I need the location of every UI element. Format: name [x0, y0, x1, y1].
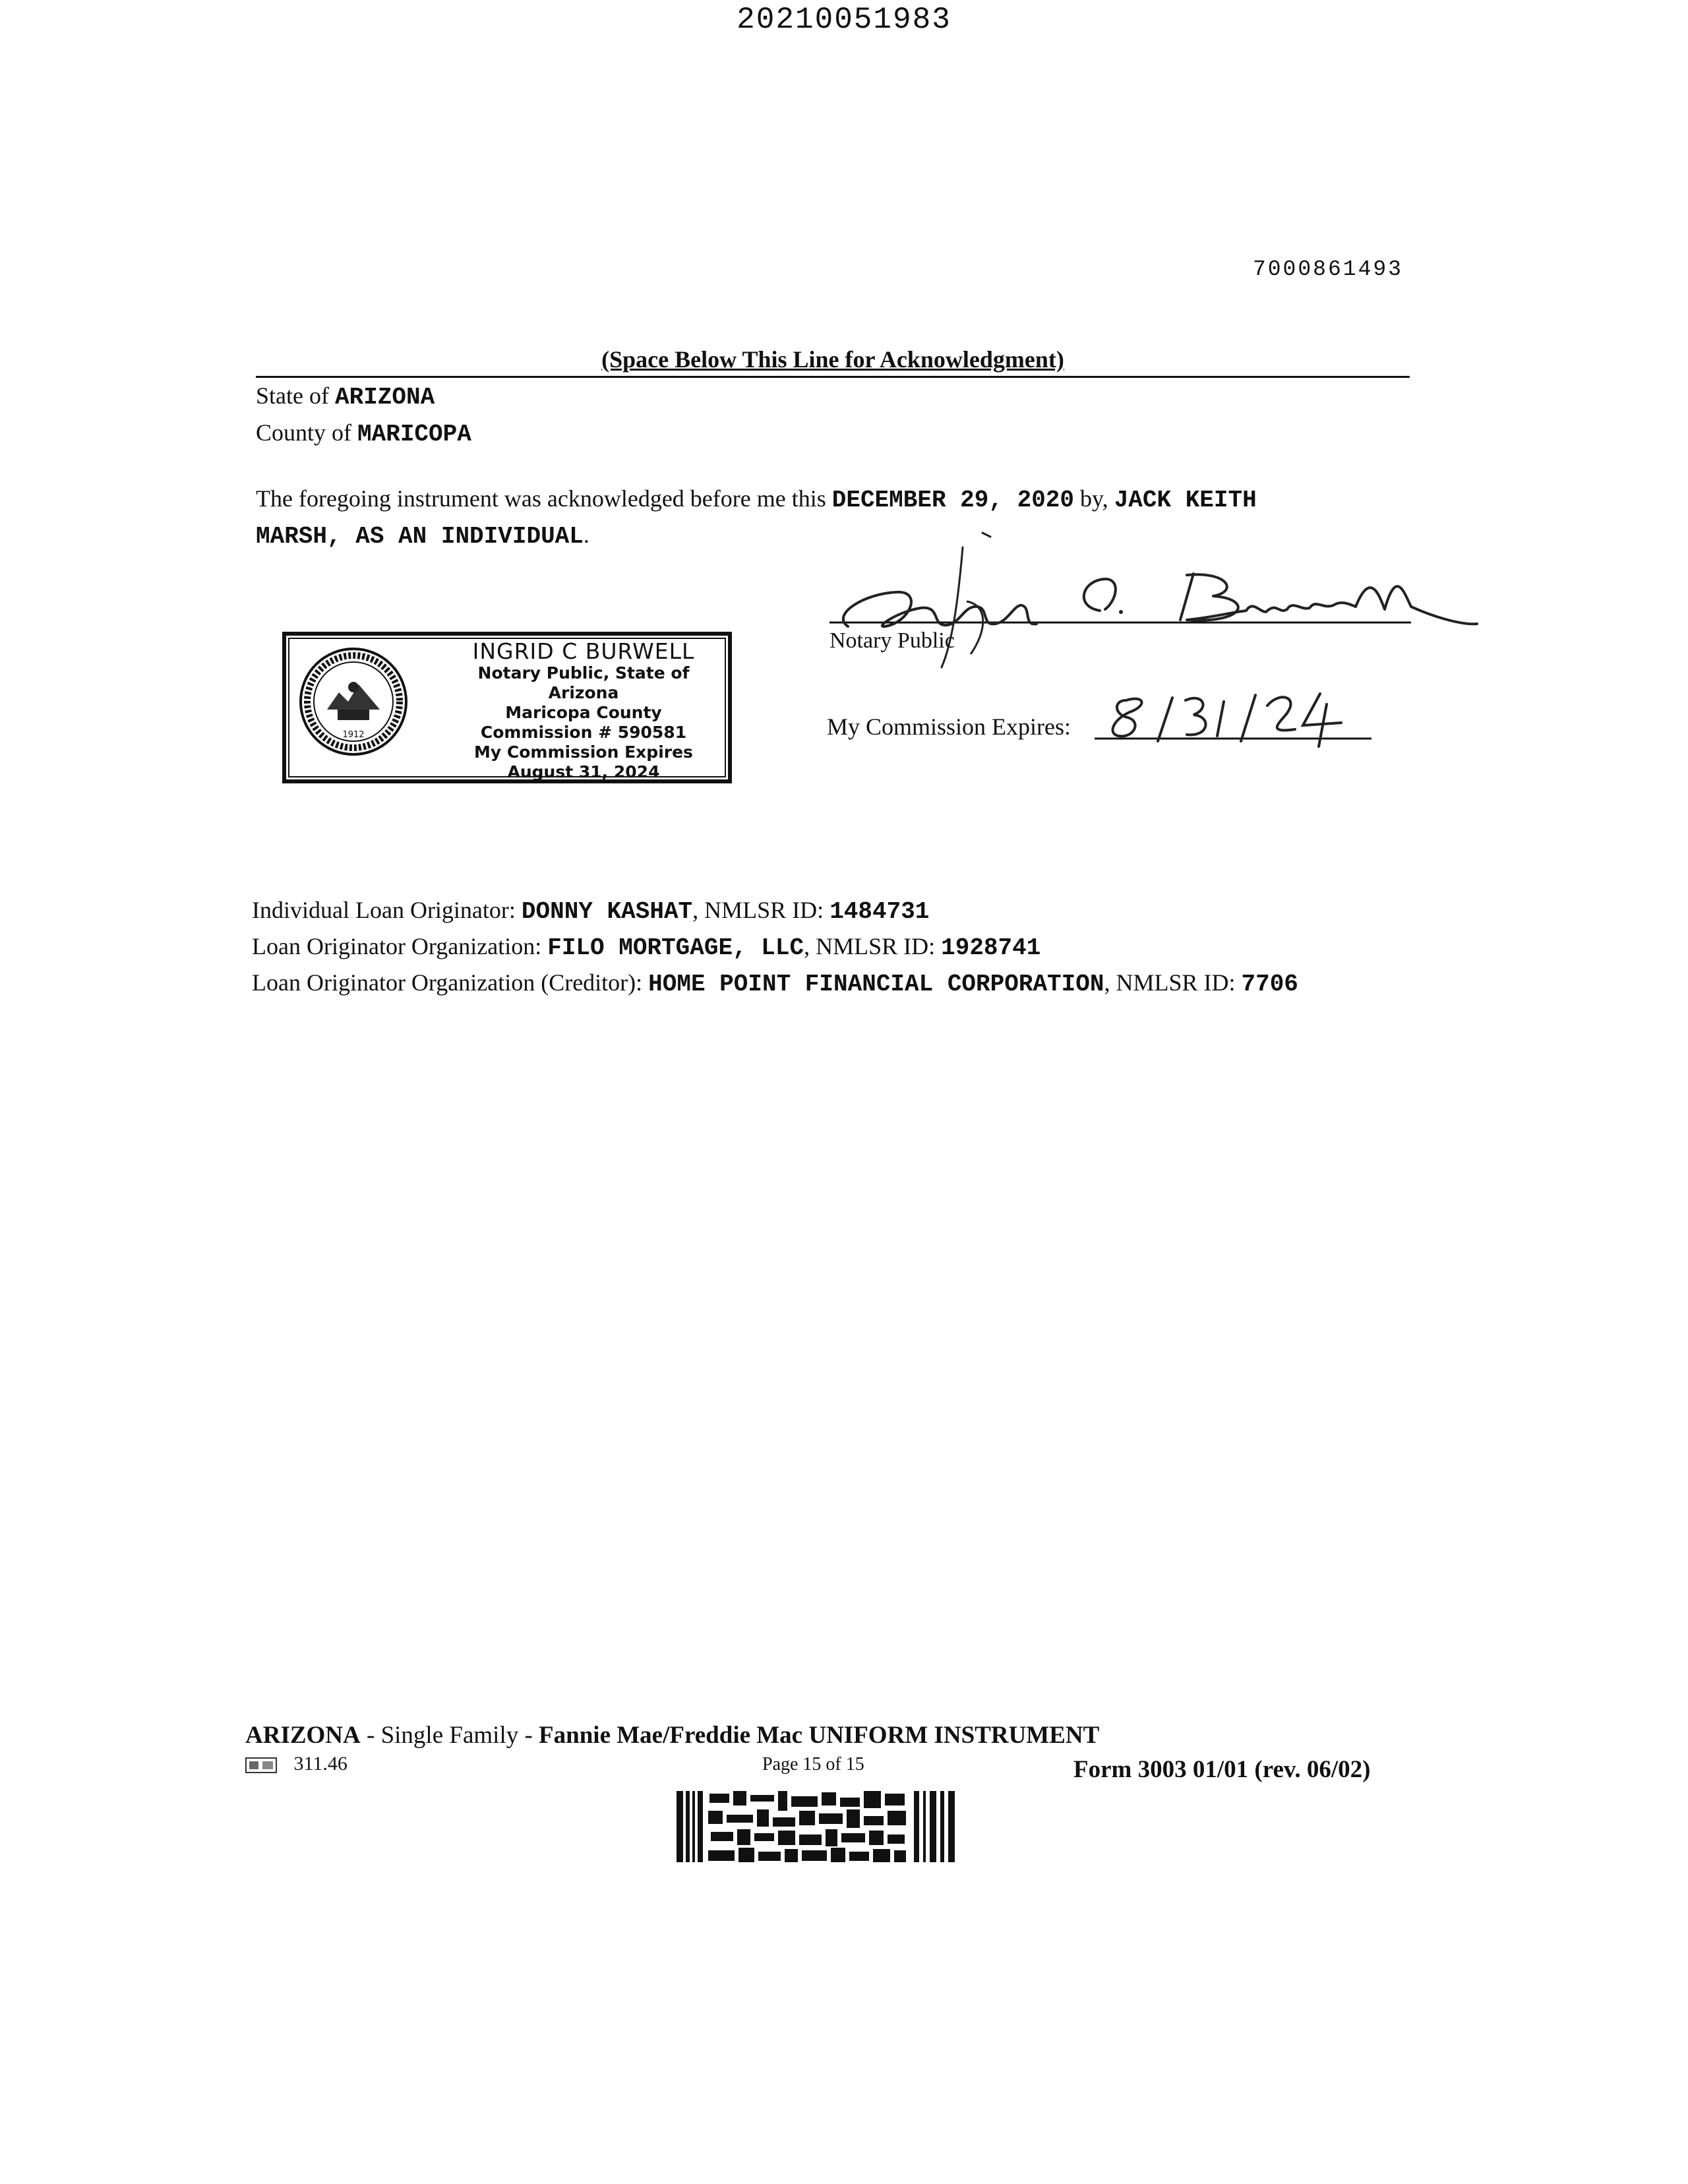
- commission-expiry-handwriting: [1095, 686, 1378, 758]
- acknowledgment-heading: (Space Below This Line for Acknowledgment): [601, 346, 1064, 373]
- individual-nmlsr-label: , NMLSR ID:: [692, 897, 824, 923]
- page-number: Page 15 of 15: [762, 1754, 864, 1774]
- county-line: [256, 415, 471, 452]
- creditor-nmlsr-label: , NMLSR ID:: [1104, 969, 1236, 996]
- signer-name-part2: MARSH, AS AN INDIVIDUAL: [256, 523, 584, 550]
- acknowledgment-separator: [256, 346, 1410, 378]
- notary-stamp: [282, 632, 732, 783]
- statement-prefix: The foregoing instrument was acknowledged before me this: [256, 485, 826, 512]
- barcode-icon: [677, 1791, 960, 1862]
- individual-originator-row: [252, 893, 1412, 929]
- individual-originator-name: DONNY KASHAT: [521, 898, 693, 925]
- state-value: ARIZONA: [334, 384, 435, 411]
- footer-form-code: 311.46: [293, 1753, 347, 1774]
- loan-originator-info: [252, 893, 1412, 1002]
- recording-number: 20210051983: [737, 3, 951, 37]
- statement-period: .: [583, 522, 589, 548]
- state-label: State of: [256, 382, 329, 409]
- form-footer-title: [245, 1721, 1099, 1749]
- notary-public-label: Notary Public: [829, 628, 955, 653]
- footer-instrument-title: Fannie Mae/Freddie Mac UNIFORM INSTRUMENT: [539, 1722, 1100, 1749]
- commission-expires-text: My Commission Expires:: [827, 713, 1071, 740]
- commission-number: Commission # 590581: [480, 723, 687, 742]
- creditor-name: HOME POINT FINANCIAL CORPORATION: [648, 971, 1104, 998]
- form-logo-icon: [245, 1757, 277, 1773]
- notary-title: Notary Public, State of Arizona: [477, 663, 690, 702]
- footer-state: ARIZONA: [245, 1722, 361, 1749]
- organization-nmlsr-id: 1928741: [941, 934, 1041, 961]
- county-label: County of: [256, 419, 352, 446]
- creditor-row: [252, 965, 1412, 1002]
- state-line: [256, 379, 435, 415]
- creditor-label: Loan Originator Organization (Creditor):: [252, 969, 643, 996]
- notary-county: Maricopa County: [505, 703, 662, 722]
- commission-expires-row: [827, 710, 1071, 744]
- acknowledgment-date: DECEMBER 29, 2020: [831, 487, 1075, 514]
- organization-name: FILO MORTGAGE, LLC: [547, 934, 804, 961]
- seal-year: 1912: [342, 730, 365, 740]
- individual-nmlsr-id: 1484731: [829, 898, 930, 925]
- organization-row: [252, 929, 1412, 965]
- county-value: MARICOPA: [357, 421, 471, 448]
- notary-stamp-text: [442, 640, 725, 782]
- organization-nmlsr-label: , NMLSR ID:: [804, 933, 936, 959]
- notary-name: INGRID C BURWELL: [472, 638, 695, 664]
- footer-code-row: [245, 1753, 347, 1775]
- signer-name-part1: JACK KEITH: [1114, 487, 1257, 514]
- individual-originator-label: Individual Loan Originator:: [252, 897, 516, 923]
- commission-expires-label: My Commission Expires: [474, 743, 693, 762]
- creditor-nmlsr-id: 7706: [1241, 971, 1298, 998]
- by-label: by,: [1080, 485, 1108, 512]
- statement-line-1: [256, 481, 1410, 518]
- form-number: Form 3003 01/01 (rev. 06/02): [1073, 1756, 1371, 1783]
- organization-label: Loan Originator Organization:: [252, 933, 542, 959]
- loan-number: 7000861493: [1252, 257, 1403, 282]
- footer-separator: - Single Family -: [360, 1722, 539, 1749]
- state-seal-icon: [298, 646, 409, 757]
- commission-expires-date: August 31, 2024: [507, 762, 660, 781]
